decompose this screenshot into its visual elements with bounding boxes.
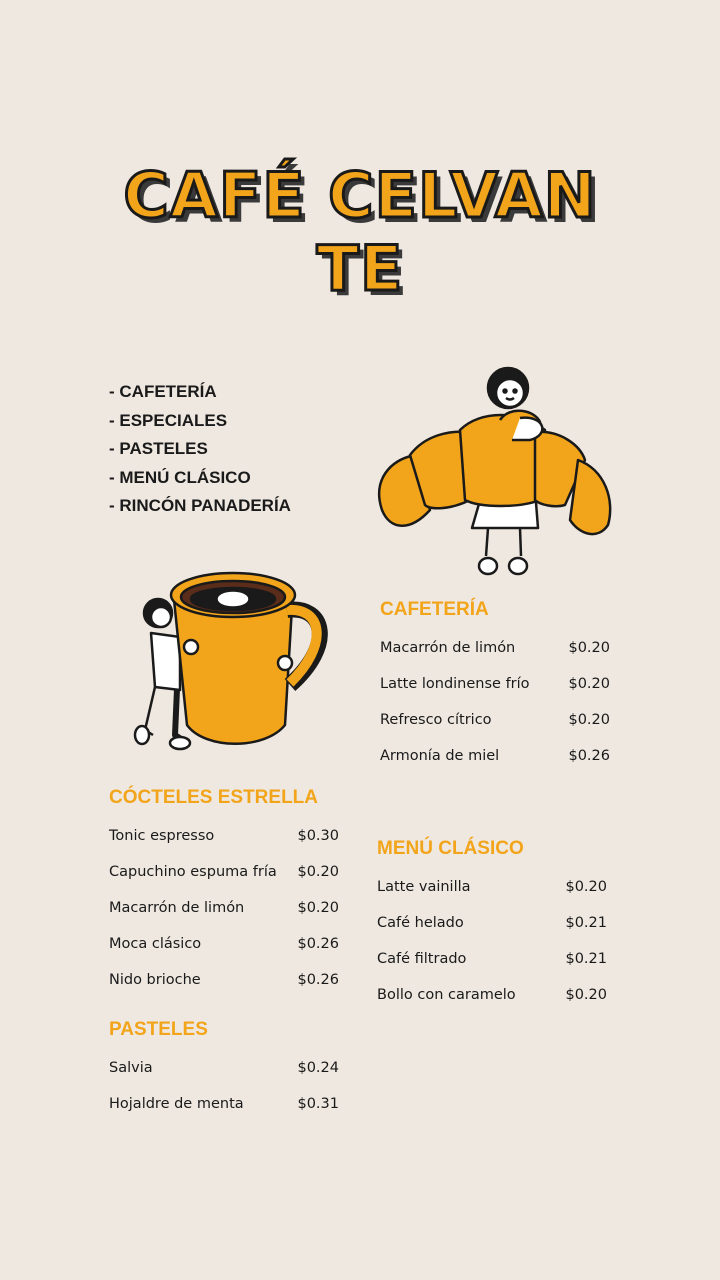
menu-item — [380, 710, 610, 746]
category-nav — [109, 378, 291, 521]
menu-item-price: $0.20 — [297, 900, 339, 916]
menu-item-price: $0.20 — [565, 879, 607, 895]
section-heading: CÓCTELES ESTRELLA — [109, 787, 319, 808]
menu-item-name: Latte vainilla — [377, 879, 471, 895]
menu-item-name: Refresco cítrico — [380, 712, 492, 728]
page-title-line-1: CAFÉ CELVAN — [123, 159, 597, 232]
menu-item — [377, 913, 607, 949]
menu-item-name: Moca clásico — [109, 936, 202, 952]
menu-item-name: Armonía de miel — [380, 748, 500, 764]
menu-item — [377, 877, 607, 913]
section-menu-clasico — [377, 837, 607, 1021]
menu-item — [380, 674, 610, 710]
menu-item — [109, 862, 339, 898]
menu-item — [380, 746, 610, 782]
nav-item-rincon-panaderia[interactable]: - RINCÓN PANADERÍA — [109, 496, 291, 515]
menu-item-price: $0.30 — [297, 828, 339, 844]
menu-item-name: Tonic espresso — [109, 828, 215, 844]
section-cafeteria — [380, 598, 610, 782]
nav-item-pasteles[interactable]: - PASTELES — [109, 439, 208, 458]
menu-item-name: Macarrón de limón — [109, 900, 245, 916]
menu-item-price: $0.26 — [297, 936, 339, 952]
menu-item-price: $0.31 — [297, 1096, 339, 1112]
nav-item-especiales[interactable]: - ESPECIALES — [109, 410, 228, 430]
menu-item-price: $0.20 — [565, 987, 607, 1003]
menu-item-price: $0.21 — [565, 951, 607, 967]
menu-item-name: Café helado — [377, 915, 464, 931]
menu-item — [380, 638, 610, 674]
menu-item-price: $0.20 — [568, 640, 610, 656]
menu-item-price: $0.24 — [297, 1060, 339, 1076]
page-title-line-2: TE — [316, 232, 404, 305]
menu-item-name: Capuchino espuma fría — [109, 864, 277, 880]
menu-item-name: Nido brioche — [109, 972, 201, 988]
menu-item-price: $0.26 — [297, 972, 339, 988]
menu-item — [109, 934, 339, 970]
section-heading: PASTELES — [109, 1019, 208, 1040]
menu-item-name: Hojaldre de menta — [109, 1096, 244, 1112]
menu-item-price: $0.20 — [568, 676, 610, 692]
menu-item — [109, 898, 339, 934]
menu-item — [109, 1058, 339, 1094]
menu-item — [109, 970, 339, 1006]
section-cocteles-estrella — [109, 786, 339, 1006]
menu-item-price: $0.21 — [565, 915, 607, 931]
coffee-mug-illustration — [125, 565, 340, 760]
menu-item-price: $0.26 — [568, 748, 610, 764]
menu-item — [377, 985, 607, 1021]
croissant-illustration — [370, 360, 620, 590]
menu-item-name: Café filtrado — [377, 951, 467, 967]
menu-item-price: $0.20 — [297, 864, 339, 880]
section-heading: MENÚ CLÁSICO — [377, 838, 524, 859]
menu-item-name: Salvia — [109, 1060, 153, 1076]
menu-item-name: Macarrón de limón — [380, 640, 516, 656]
menu-item — [109, 1094, 339, 1130]
section-heading: CAFETERÍA — [380, 599, 489, 620]
nav-item-menu-clasico[interactable]: - MENÚ CLÁSICO — [109, 467, 251, 487]
menu-item-name: Latte londinense frío — [380, 676, 530, 692]
menu-item-price: $0.20 — [568, 712, 610, 728]
menu-item — [377, 949, 607, 985]
section-pasteles — [109, 1018, 339, 1130]
menu-item-name: Bollo con caramelo — [377, 987, 516, 1003]
menu-item — [109, 826, 339, 862]
nav-item-cafeteria[interactable]: - CAFETERÍA — [109, 382, 217, 401]
